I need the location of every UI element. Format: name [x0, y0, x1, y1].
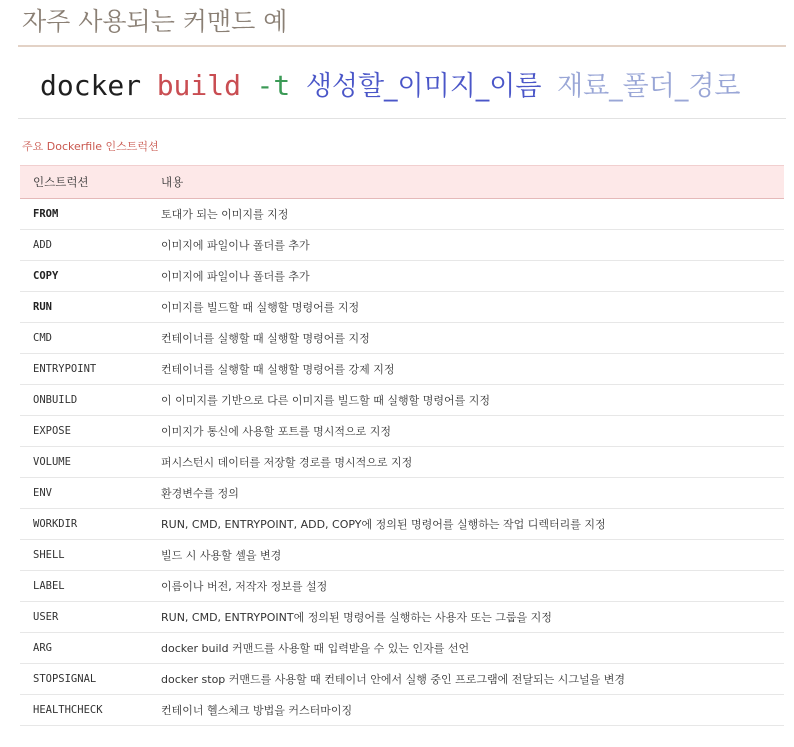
- instruction-name: ONBUILD: [20, 385, 148, 416]
- instruction-name: STOPSIGNAL: [20, 664, 148, 695]
- instruction-description: 컨테이너를 실행할 때 실행할 명령어를 강제 지정: [148, 354, 784, 385]
- instruction-name: ENTRYPOINT: [20, 354, 148, 385]
- instruction-description: RUN, CMD, ENTRYPOINT에 정의된 명령어를 실행하는 사용자 또는 그룹을 지정: [148, 602, 784, 633]
- command-divider: [18, 118, 786, 119]
- table-row: [20, 540, 784, 571]
- instruction-name: LABEL: [20, 571, 148, 602]
- header-instruction: 인스트럭션: [20, 166, 148, 199]
- table-header-row: [20, 166, 784, 199]
- table-row: [20, 633, 784, 664]
- instruction-description: 이미지에 파일이나 폴더를 추가: [148, 261, 784, 292]
- instruction-name: FROM: [20, 199, 148, 230]
- instruction-name: VOLUME: [20, 447, 148, 478]
- instruction-description: docker build 커맨드를 사용할 때 입력받을 수 있는 인자를 선언: [148, 633, 784, 664]
- instruction-name: HEALTHCHECK: [20, 695, 148, 726]
- instruction-description: 퍼시스턴시 데이터를 저장할 경로를 명시적으로 지정: [148, 447, 784, 478]
- instruction-name: USER: [20, 602, 148, 633]
- table-row: [20, 199, 784, 230]
- table-row: [20, 695, 784, 726]
- table-row: [20, 478, 784, 509]
- command-token-folder-path: 재료_폴더_경로: [557, 71, 741, 102]
- instruction-name: ARG: [20, 633, 148, 664]
- title-divider: [18, 45, 786, 47]
- instruction-name: ADD: [20, 230, 148, 261]
- instruction-description: 빌드 시 사용할 셸을 변경: [148, 540, 784, 571]
- instruction-name: SHELL: [20, 540, 148, 571]
- instruction-table: [20, 165, 784, 726]
- table-row: [20, 261, 784, 292]
- table-row: [20, 292, 784, 323]
- instruction-description: docker stop 커맨드를 사용할 때 컨테이너 안에서 실행 중인 프로그램에 전달되는 시그널을 변경: [148, 664, 784, 695]
- instruction-name: COPY: [20, 261, 148, 292]
- table-row: [20, 323, 784, 354]
- instruction-name: EXPOSE: [20, 416, 148, 447]
- table-row: [20, 664, 784, 695]
- instruction-description: RUN, CMD, ENTRYPOINT, ADD, COPY에 정의된 명령어를 실행하는 작업 디렉터리를 지정: [148, 509, 784, 540]
- instruction-description: 이미지에 파일이나 폴더를 추가: [148, 230, 784, 261]
- table-row: [20, 509, 784, 540]
- header-description: 내용: [148, 166, 784, 199]
- command-token-build: build: [156, 69, 241, 102]
- instruction-description: 이름이나 버전, 저작자 정보를 설정: [148, 571, 784, 602]
- instruction-name: CMD: [20, 323, 148, 354]
- table-row: [20, 354, 784, 385]
- instruction-description: 토대가 되는 이미지를 지정: [148, 199, 784, 230]
- instruction-description: 환경변수를 정의: [148, 478, 784, 509]
- instruction-description: 컨테이너 헬스체크 방법을 커스터마이징: [148, 695, 784, 726]
- command-example: [40, 64, 747, 103]
- command-token-docker: docker: [40, 69, 142, 102]
- instruction-name: ENV: [20, 478, 148, 509]
- instruction-description: 컨테이너를 실행할 때 실행할 명령어를 지정: [148, 323, 784, 354]
- instruction-description: 이미지가 통신에 사용할 포트를 명시적으로 지정: [148, 416, 784, 447]
- table-row: [20, 385, 784, 416]
- table-caption: 주요 Dockerfile 인스트럭션: [22, 140, 159, 153]
- page-title: 자주 사용되는 커맨드 예: [22, 7, 288, 36]
- table-row: [20, 571, 784, 602]
- instruction-name: WORKDIR: [20, 509, 148, 540]
- table-row: [20, 602, 784, 633]
- table-row: [20, 416, 784, 447]
- command-token-image-name: 생성할_이미지_이름: [305, 71, 542, 102]
- instruction-description: 이미지를 빌드할 때 실행할 명령어를 지정: [148, 292, 784, 323]
- table-row: [20, 447, 784, 478]
- table-row: [20, 230, 784, 261]
- instruction-table-body: [20, 199, 784, 726]
- instruction-description: 이 이미지를 기반으로 다른 이미지를 빌드할 때 실행할 명령어를 지정: [148, 385, 784, 416]
- instruction-name: RUN: [20, 292, 148, 323]
- command-token-flag: -t: [256, 69, 291, 102]
